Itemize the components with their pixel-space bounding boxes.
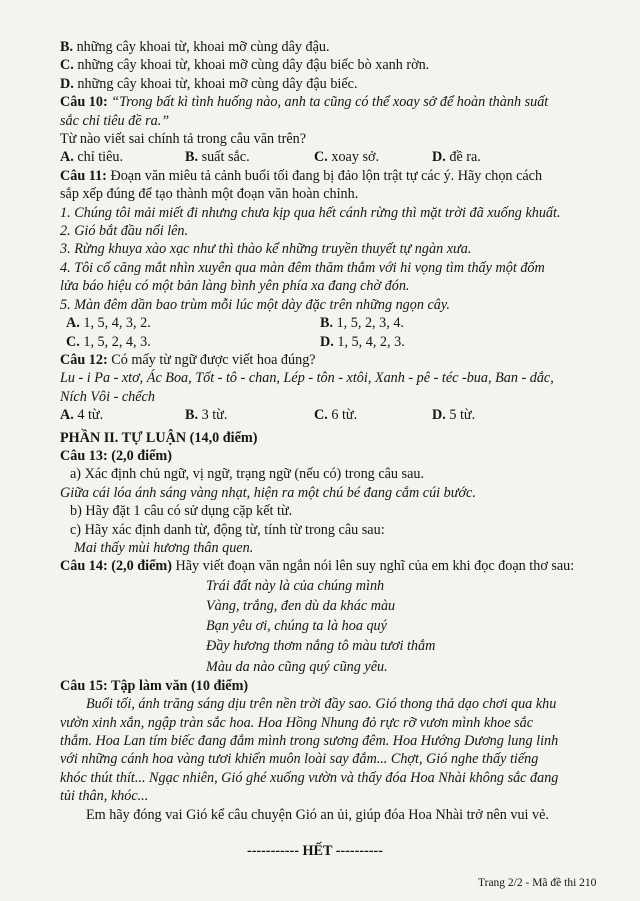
q9-option-c: C. những cây khoai từ, khoai mỡ cùng dây đậu biếc bò xanh rờn.: [60, 57, 430, 74]
q11-options-row1: [60, 314, 610, 332]
q12-names-cont: Ních Vôi - chếch: [60, 388, 155, 405]
question-15: [60, 677, 610, 824]
question-10: [60, 93, 610, 167]
q11-option-d: D. 1, 5, 4, 2, 3.: [320, 333, 405, 350]
q10-quote: “Trong bất kì tình huống nào, anh ta cũng có thể xoay sở để hoàn thành suất: [111, 94, 549, 111]
q11-sentence-2: 2. Gió bắt đầu nổi lên.: [60, 223, 189, 240]
part-2-title: PHẦN II. TỰ LUẬN (14,0 điểm): [60, 429, 258, 446]
q11-sentence-1: 1. Chúng tôi mải miết đi nhưng chưa kịp qua hết cánh rừng thì mặt trời đã xuống khuất.: [60, 204, 561, 221]
q13-part-c: c) Hãy xác định danh từ, động từ, tính từ trong câu sau:: [70, 521, 385, 538]
q13-label: Câu 13: (2,0 điểm): [60, 447, 172, 464]
q10-option-c: C. xoay sở.: [314, 149, 380, 166]
q10-label: Câu 10:: [60, 94, 108, 111]
question-12: [60, 351, 610, 425]
q11-sentence-3: 3. Rừng khuya xào xạc như thì thào kể những truyền thuyết tự ngàn xưa.: [60, 241, 472, 258]
q12-option-d: D. 5 từ.: [432, 407, 476, 424]
question-14: [60, 557, 610, 676]
q12-option-b: B. 3 từ.: [185, 407, 228, 424]
q10-prompt: Từ nào viết sai chính tả trong câu văn trên?: [60, 131, 307, 148]
poem-line: Đầy hương thơm nắng tô màu tươi thắm: [206, 638, 436, 655]
q11-label: Câu 11:: [60, 167, 107, 184]
q11-option-c: C. 1, 5, 2, 4, 3.: [66, 333, 151, 350]
q13-part-a-sentence: Giữa cái lóa ánh sáng vàng nhạt, hiện ra một chú bé đang cắm cúi bước.: [60, 484, 476, 501]
poem-line: Màu da nào cũng quý cũng yêu.: [206, 658, 388, 675]
q15-passage-line: tủi thân, khóc...: [60, 788, 149, 805]
q10-options: [60, 148, 610, 166]
q13-part-b: b) Hãy đặt 1 câu có sử dụng cặp kết từ.: [70, 503, 293, 520]
q12-option-a: A. 4 từ.: [60, 407, 104, 424]
q15-passage-line: Buổi tối, ánh trăng sáng dịu trên nền trời đầy sao. Gió thong thả dạo chơi qua khu: [86, 696, 557, 713]
q12-option-c: C. 6 từ.: [314, 407, 358, 424]
q11-sentence-5: 5. Màn đêm dần bao trùm mỗi lúc một dày đặc trên những ngọn cây.: [60, 296, 450, 313]
end-marker: ----------- HẾT ----------: [246, 843, 383, 860]
q10-option-d: D. đề ra.: [432, 149, 481, 166]
q9-option-d: D. những cây khoai từ, khoai mỡ cùng dây đậu biếc.: [60, 75, 358, 92]
q11-sentence-4-cont: lửa báo hiệu có một bản làng bình yên phía xa đang chờ đón.: [60, 278, 410, 295]
q14-label: Câu 14: (2,0 điểm): [60, 558, 172, 575]
q14-poem: [60, 576, 610, 677]
q11-options-row2: [60, 333, 610, 351]
q13-part-c-sentence: Mai thấy mùi hương thân quen.: [74, 539, 254, 556]
page-footer: Trang 2/2 - Mã đề thi 210: [478, 877, 597, 889]
poem-line: Vàng, trắng, đen dù da khác màu: [206, 597, 396, 614]
q11-prompt: Đoạn văn miêu tả cảnh buổi tối đang bị đảo lộn trật tự các ý. Hãy chọn cách: [110, 167, 543, 184]
q14-prompt: Hãy viết đoạn văn ngắn nói lên suy nghĩ của em khi đọc đoạn thơ sau:: [175, 558, 575, 575]
q15-passage-line: với những cánh hoa vàng tươi khiến muôn loài say đắm... Chợt, Gió nghe thấy tiếng: [60, 751, 539, 768]
poem-line: Bạn yêu ơi, chúng ta là hoa quý: [206, 618, 387, 635]
q10-option-a: A. chỉ tiêu.: [60, 149, 124, 166]
q12-options: [60, 406, 610, 424]
q10-quote-cont: sắc chỉ tiêu đề ra.”: [60, 112, 170, 129]
q12-names: Lu - i Pa - xtơ, Ác Boa, Tốt - tô - chan, Lép - tôn - xtôi, Xanh - pê - téc -bua, Ban - dắc,: [60, 370, 554, 387]
q11-sentence-4: 4. Tôi cố căng mắt nhìn xuyên qua màn đêm thăm thẳm với hi vọng tìm thấy một đốm: [60, 259, 545, 276]
q13-part-a: a) Xác định chủ ngữ, vị ngữ, trạng ngữ (nếu có) trong câu sau.: [70, 466, 425, 483]
q15-label: Câu 15: Tập làm văn (10 điểm): [60, 677, 249, 694]
q9-option-b: B. những cây khoai từ, khoai mỡ cùng dây đậu.: [60, 39, 330, 55]
q15-passage-line: khóc thút thít... Ngạc nhiên, Gió ghé xuống vườn và thấy đóa Hoa Nhài không sắc đang: [60, 769, 559, 786]
q12-label: Câu 12:: [60, 351, 108, 368]
q12-prompt: Có mấy từ ngữ được viết hoa đúng?: [111, 351, 316, 368]
q15-task: Em hãy đóng vai Gió kể câu chuyện Gió an ủi, giúp đóa Hoa Nhài trở nên vui vẻ.: [86, 806, 549, 823]
q10-option-b: B. suất sắc.: [185, 149, 250, 166]
poem-line: Trái đất này là của chúng mình: [206, 577, 385, 594]
question-11: [60, 167, 610, 351]
question-13: [60, 447, 610, 557]
q11-option-b: B. 1, 5, 2, 3, 4.: [320, 315, 404, 332]
q15-passage-line: thắm. Hoa Lan tím biếc đang đắm mình trong sương đêm. Hoa Hướng Dương lung linh: [60, 733, 559, 750]
q11-prompt-cont: sắp xếp đúng để tạo thành một đoạn văn hoàn chỉnh.: [60, 186, 359, 203]
q11-option-a: A. 1, 5, 4, 3, 2.: [66, 315, 151, 332]
q9-options: [60, 38, 610, 93]
q15-passage-line: vườn xinh xắn, ngập tràn sắc hoa. Hoa Hồng Nhung đỏ rực rỡ vươn mình khoe sắc: [60, 714, 534, 731]
